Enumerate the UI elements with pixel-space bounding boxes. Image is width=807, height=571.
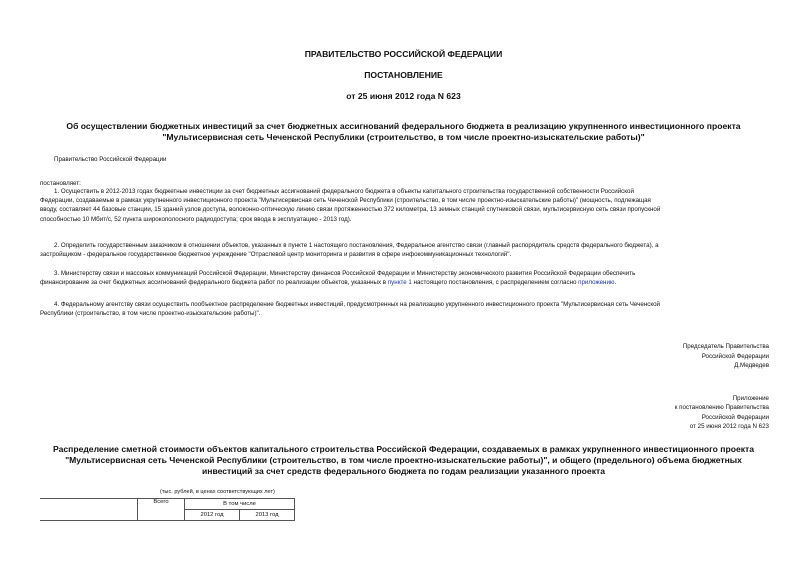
table-name-header-cell [40,499,138,521]
appendix-title [0,444,807,477]
signature-position1: Председатель Правительства [682,343,769,350]
appendix-title-line2: "Мультисервисная сеть Чеченской Республики (строительство, в том числе проектно-изыскательские работы)", и общего (предельного) объема бюджетных [65,455,742,465]
document-title-line2: "Мультисервисная сеть Чеченской Республики (строительство, в том числе проектно-изыскательские работы)" [162,132,645,142]
table-units-note: (тыс. рублей, в ценах соответствующих лет) [160,489,275,495]
paragraph-1 [40,187,767,224]
preamble: Правительство Российской Федерации [54,156,167,163]
table-total-header: Всего [138,499,185,521]
paragraph-3-line1: 3. Министерству связи и массовых коммуникаций Российской Федерации, Министерству финансов Российской Федерации и Министерству экономического развития Российской Федерации обеспечить [54,270,636,277]
appendix-title-line3: инвестиций за счет средств федерального бюджета по годам реализации указанного проекта [201,466,606,476]
paragraph-1-line1: 1. Осуществить в 2012-2013 годах бюджетные инвестиции за счет бюджетных ассигнований федерального бюджета в объекты капитального строительства государственной собственности Российской [54,188,634,195]
paragraph-2 [40,241,767,259]
signature-block [683,342,769,371]
appendix-header [675,394,769,431]
resolves-word: постановляет: [40,180,81,187]
paragraph-4-line2: Республики (строительство, в том числе проектно-изыскательские работы)". [40,310,261,318]
appendix-line3: от 25 июня 2012 года N 623 [689,422,769,430]
paragraph-4-line1: 4. Федеральному агентству связи осуществить пообъектное распределение бюджетных инвестиций, предусмотренных на реализацию укрупненного инвестиционного проекта "Мультисервисная сеть Чеченской [54,301,661,308]
table-year-2013: 2013 год [240,510,295,521]
paragraph-3-text-c: . [614,279,617,287]
government-header: ПРАВИТЕЛЬСТВО РОССИЙСКОЙ ФЕДЕРАЦИИ [304,49,503,59]
signature-position2: Российской Федерации [701,352,769,360]
paragraph-2-line1: 2. Определить государственным заказчиком в отношении объектов, указанных в пункте 1 настоящего постановления, Федеральное агентство связи (главный распорядитель средств федерального бюджета), а [54,242,659,249]
table-including-header: В том числе [185,499,295,510]
paragraph-2-line2: застройщиком - федеральное государственное бюджетное учреждение "Отраслевой центр мониторинга и развития в сфере инфокоммуникационных технологий". [40,251,512,259]
paragraph-1-line2: Федерации, создаваемые в рамках укрупненного инвестиционного проекта "Мультисервисная сеть Чеченской Республики (строительство, в том числе проектно-изыскательские работы)" (мощность, подлежащая [40,197,651,205]
document-title-line1: Об осуществлении бюджетных инвестиций за счет бюджетных ассигнований федерального бюджета в реализацию укрупненного инвестиционного проекта [66,121,741,131]
paragraph-1-line4: способностью 10 Мбит/с, 52 пункта широкополосного радиодоступа; срок ввода в эксплуатацию - 2013 год). [40,215,352,223]
distribution-table [40,498,295,521]
paragraph-4 [40,300,767,318]
appendix-label: Приложение [732,395,769,402]
table-header-row [40,499,295,510]
paragraph-3-text-b: настоящего постановления, с распределением согласно [411,279,579,287]
paragraph-3-line2 [40,278,767,287]
table-year-2012: 2012 год [185,510,240,521]
document-kind: ПОСТАНОВЛЕНИЕ [364,70,443,80]
signature-name: Д.Медведев [734,362,769,370]
appendix-title-line1: Распределение сметной стоимости объектов капитального строительства Российской Федерации, создаваемых в рамках укрупненного инвестиционного проекта [52,444,755,454]
paragraph-3-text-a: финансирование за счет бюджетных ассигнований федерального бюджета работ по реализации объектов, указанных в [40,279,388,287]
appendix-link[interactable]: приложению [578,279,615,287]
appendix-line2: Российской Федерации [701,413,769,421]
document-date-number: от 25 июня 2012 года N 623 [346,91,461,101]
point-1-link[interactable]: пункте 1 [387,279,412,287]
paragraph-1-line3: вводу, составляет 44 базовые станции, 15 зданий узлов доступа, волоконно-оптическую линию связи протяженностью 372 километра, 13 земных станций спутниковой связи, мультисервисную сеть связи пропускной [40,206,661,214]
appendix-line1: к постановлению Правительства [674,404,769,412]
paragraph-3 [40,269,767,287]
document-title [0,121,807,143]
